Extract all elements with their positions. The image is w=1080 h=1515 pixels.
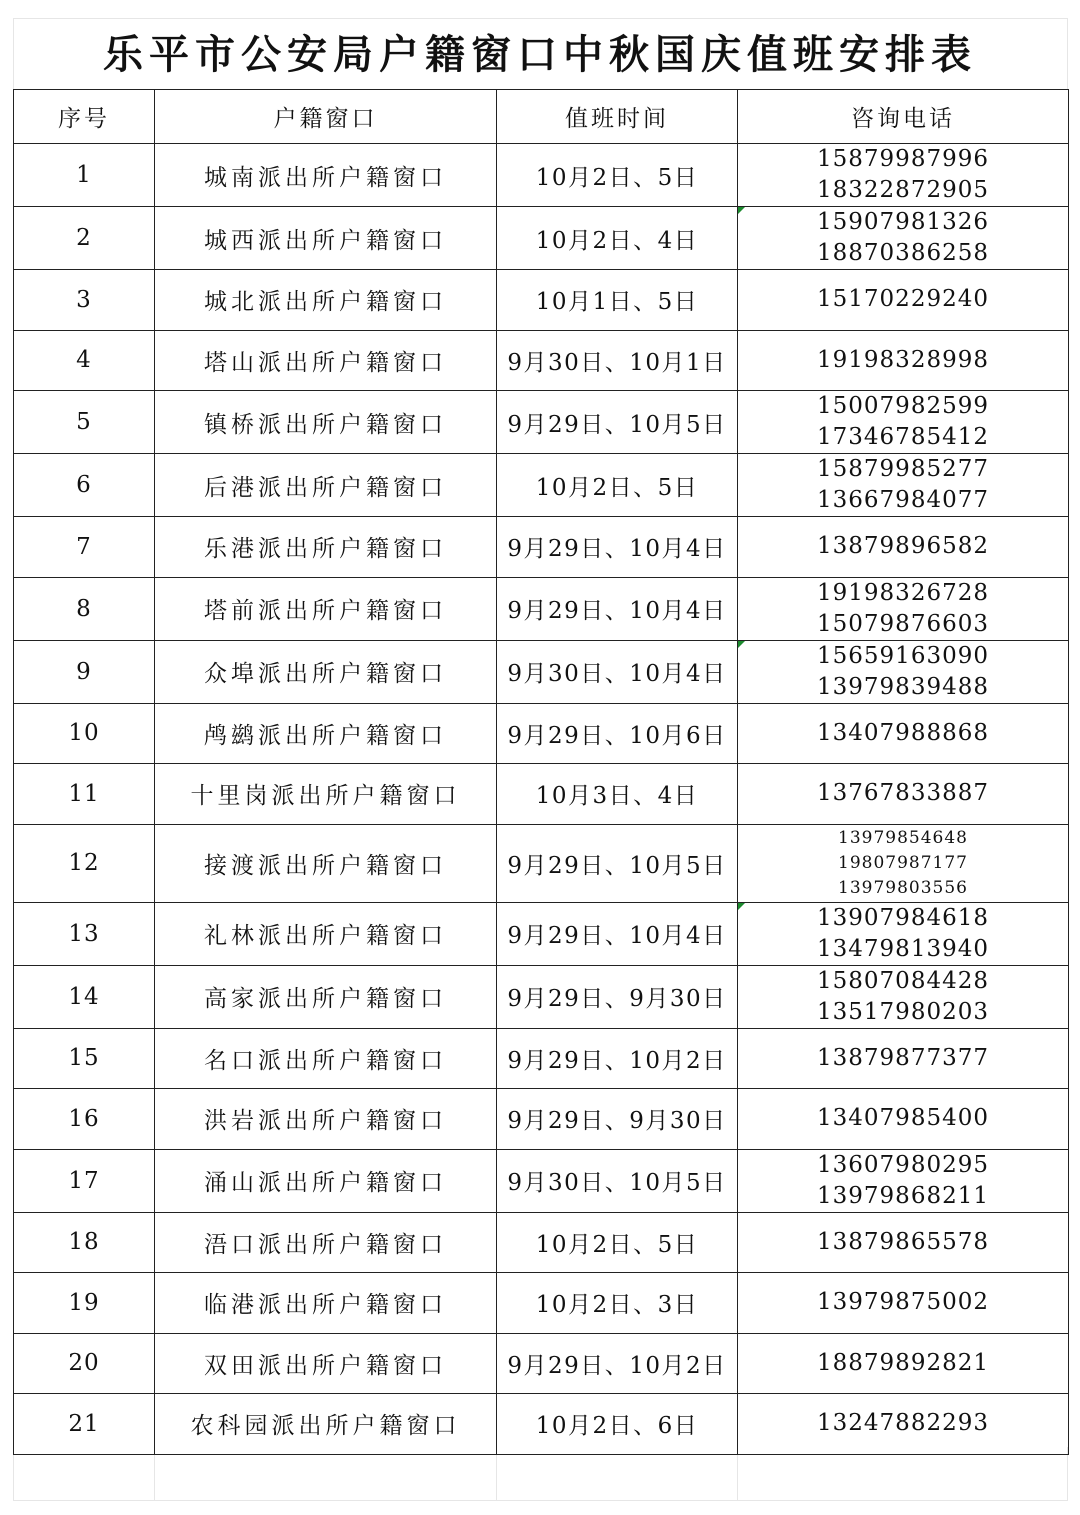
gridline — [13, 1447, 14, 1501]
phone-number: 15170229240 — [817, 286, 989, 313]
phone-number: 13607980295 — [817, 1151, 989, 1178]
phone-cell — [738, 454, 1069, 517]
gridline — [737, 1447, 738, 1501]
duty-time: 9月29日、9月30日 — [497, 965, 738, 1028]
phone-number: 15807084428 — [817, 967, 989, 994]
phone-number: 13979803556 — [838, 877, 968, 898]
duty-time: 9月29日、10月5日 — [497, 391, 738, 454]
table-row — [14, 1394, 1069, 1455]
window-name: 乐港派出所户籍窗口 — [155, 517, 497, 578]
comment-marker-icon — [738, 207, 745, 214]
duty-time: 9月29日、10月4日 — [497, 902, 738, 965]
phone-cell — [738, 1089, 1069, 1150]
window-name: 浯口派出所户籍窗口 — [155, 1212, 497, 1273]
duty-time: 10月2日、4日 — [497, 207, 738, 270]
phone-cell — [738, 391, 1069, 454]
page-title: 乐平市公安局户籍窗口中秋国庆值班安排表 — [103, 32, 977, 78]
column-header-time: 值班时间 — [497, 90, 738, 144]
column-header-window: 户籍窗口 — [155, 90, 497, 144]
table-row — [14, 517, 1069, 578]
window-name: 双田派出所户籍窗口 — [155, 1333, 497, 1394]
duty-time: 10月2日、5日 — [497, 454, 738, 517]
phone-number: 13879896582 — [817, 533, 989, 560]
column-header-no: 序号 — [14, 90, 155, 144]
phone-cell — [738, 824, 1069, 902]
row-number: 9 — [14, 640, 155, 703]
duty-schedule-table — [13, 89, 1069, 1455]
duty-time: 10月2日、5日 — [497, 1212, 738, 1273]
table-row — [14, 1028, 1069, 1089]
phone-cell — [738, 703, 1069, 764]
window-name: 名口派出所户籍窗口 — [155, 1028, 497, 1089]
phone-number: 13979839488 — [817, 673, 989, 700]
gridline — [1067, 18, 1068, 89]
table-row — [14, 330, 1069, 391]
table-row — [14, 824, 1069, 902]
row-number: 2 — [14, 207, 155, 270]
row-number: 1 — [14, 144, 155, 207]
phone-cell — [738, 330, 1069, 391]
table-row — [14, 764, 1069, 825]
duty-time: 10月2日、5日 — [497, 144, 738, 207]
row-number: 10 — [14, 703, 155, 764]
phone-number: 13767833887 — [817, 780, 989, 807]
row-number: 5 — [14, 391, 155, 454]
row-number: 6 — [14, 454, 155, 517]
row-number: 8 — [14, 577, 155, 640]
duty-time: 9月29日、10月2日 — [497, 1028, 738, 1089]
row-number: 16 — [14, 1089, 155, 1150]
phone-number: 18870386258 — [817, 240, 989, 266]
row-number: 14 — [14, 965, 155, 1028]
phone-number: 19198328998 — [817, 346, 989, 373]
window-name: 众埠派出所户籍窗口 — [155, 640, 497, 703]
phone-number: 15879987996 — [817, 146, 989, 172]
table-row — [14, 144, 1069, 207]
gridline — [1067, 1447, 1068, 1501]
row-number: 13 — [14, 902, 155, 965]
phone-cell — [738, 1333, 1069, 1394]
comment-marker-icon — [738, 903, 745, 910]
duty-time: 9月30日、10月5日 — [497, 1149, 738, 1212]
duty-time: 9月29日、10月5日 — [497, 824, 738, 902]
duty-time: 9月30日、10月4日 — [497, 640, 738, 703]
phone-number: 13407988868 — [817, 719, 989, 746]
table-row — [14, 391, 1069, 454]
phone-number: 15879985277 — [817, 456, 989, 482]
gridline — [13, 18, 1068, 19]
phone-number: 18879892821 — [817, 1349, 989, 1376]
phone-cell — [738, 207, 1069, 270]
duty-time: 10月3日、4日 — [497, 764, 738, 825]
row-number: 19 — [14, 1273, 155, 1334]
row-number: 12 — [14, 824, 155, 902]
phone-number: 19198326728 — [817, 579, 989, 606]
phone-cell — [738, 1394, 1069, 1455]
table-row — [14, 577, 1069, 640]
row-number: 7 — [14, 517, 155, 578]
window-name: 城北派出所户籍窗口 — [155, 270, 497, 331]
phone-number: 13979875002 — [817, 1289, 989, 1316]
window-name: 十里岗派出所户籍窗口 — [155, 764, 497, 825]
window-name: 礼林派出所户籍窗口 — [155, 902, 497, 965]
phone-cell — [738, 1149, 1069, 1212]
phone-number: 13479813940 — [817, 935, 989, 962]
phone-cell — [738, 270, 1069, 331]
phone-number: 19807987177 — [838, 852, 968, 873]
phone-cell — [738, 965, 1069, 1028]
window-name: 农科园派出所户籍窗口 — [155, 1394, 497, 1455]
row-number: 21 — [14, 1394, 155, 1455]
window-name: 鸬鹚派出所户籍窗口 — [155, 703, 497, 764]
phone-number: 13247882293 — [817, 1410, 989, 1437]
window-name: 接渡派出所户籍窗口 — [155, 824, 497, 902]
duty-time: 10月2日、3日 — [497, 1273, 738, 1334]
phone-cell — [738, 640, 1069, 703]
window-name: 城西派出所户籍窗口 — [155, 207, 497, 270]
window-name: 城南派出所户籍窗口 — [155, 144, 497, 207]
phone-number: 17346785412 — [817, 424, 989, 450]
phone-number: 13407985400 — [817, 1105, 989, 1132]
phone-number: 13517980203 — [817, 998, 989, 1025]
duty-time: 10月2日、6日 — [497, 1394, 738, 1455]
table-row — [14, 207, 1069, 270]
table-row — [14, 1273, 1069, 1334]
window-name: 塔前派出所户籍窗口 — [155, 577, 497, 640]
phone-cell — [738, 902, 1069, 965]
phone-cell — [738, 577, 1069, 640]
duty-time: 9月29日、9月30日 — [497, 1089, 738, 1150]
window-name: 洪岩派出所户籍窗口 — [155, 1089, 497, 1150]
phone-cell — [738, 1273, 1069, 1334]
phone-cell — [738, 144, 1069, 207]
table-row — [14, 640, 1069, 703]
gridline — [13, 1500, 1068, 1501]
duty-time: 9月29日、10月6日 — [497, 703, 738, 764]
table-row — [14, 454, 1069, 517]
duty-time: 9月30日、10月1日 — [497, 330, 738, 391]
phone-number: 15907981326 — [817, 209, 989, 235]
table-row — [14, 965, 1069, 1028]
table-row — [14, 703, 1069, 764]
table-row — [14, 1212, 1069, 1273]
phone-number: 13907984618 — [817, 904, 989, 931]
gridline — [496, 1447, 497, 1501]
table-row — [14, 1333, 1069, 1394]
window-name: 高家派出所户籍窗口 — [155, 965, 497, 1028]
phone-number: 13667984077 — [817, 487, 989, 513]
row-number: 20 — [14, 1333, 155, 1394]
phone-number: 13879865578 — [817, 1228, 989, 1255]
comment-marker-icon — [738, 641, 745, 648]
window-name: 后港派出所户籍窗口 — [155, 454, 497, 517]
row-number: 4 — [14, 330, 155, 391]
table-row — [14, 902, 1069, 965]
row-number: 15 — [14, 1028, 155, 1089]
window-name: 镇桥派出所户籍窗口 — [155, 391, 497, 454]
table-row — [14, 1149, 1069, 1212]
gridline — [154, 1447, 155, 1501]
table-row — [14, 1089, 1069, 1150]
window-name: 涌山派出所户籍窗口 — [155, 1149, 497, 1212]
phone-number: 13979854648 — [838, 827, 968, 848]
row-number: 18 — [14, 1212, 155, 1273]
phone-number: 18322872905 — [817, 177, 989, 203]
window-name: 塔山派出所户籍窗口 — [155, 330, 497, 391]
window-name: 临港派出所户籍窗口 — [155, 1273, 497, 1334]
duty-time: 9月29日、10月4日 — [497, 577, 738, 640]
table-row — [14, 270, 1069, 331]
phone-cell — [738, 1028, 1069, 1089]
row-number: 3 — [14, 270, 155, 331]
phone-number: 15659163090 — [817, 642, 989, 669]
phone-cell — [738, 764, 1069, 825]
duty-time: 9月29日、10月2日 — [497, 1333, 738, 1394]
column-header-phone: 咨询电话 — [738, 90, 1069, 144]
phone-number: 13879877377 — [817, 1044, 989, 1071]
row-number: 11 — [14, 764, 155, 825]
row-number: 17 — [14, 1149, 155, 1212]
phone-cell — [738, 1212, 1069, 1273]
phone-number: 13979868211 — [817, 1182, 989, 1209]
table-header-row — [14, 90, 1069, 144]
phone-number: 15007982599 — [817, 393, 989, 419]
duty-time: 9月29日、10月4日 — [497, 517, 738, 578]
table-body — [14, 144, 1069, 1455]
duty-time: 10月1日、5日 — [497, 270, 738, 331]
phone-number: 15079876603 — [817, 610, 989, 637]
phone-cell — [738, 517, 1069, 578]
